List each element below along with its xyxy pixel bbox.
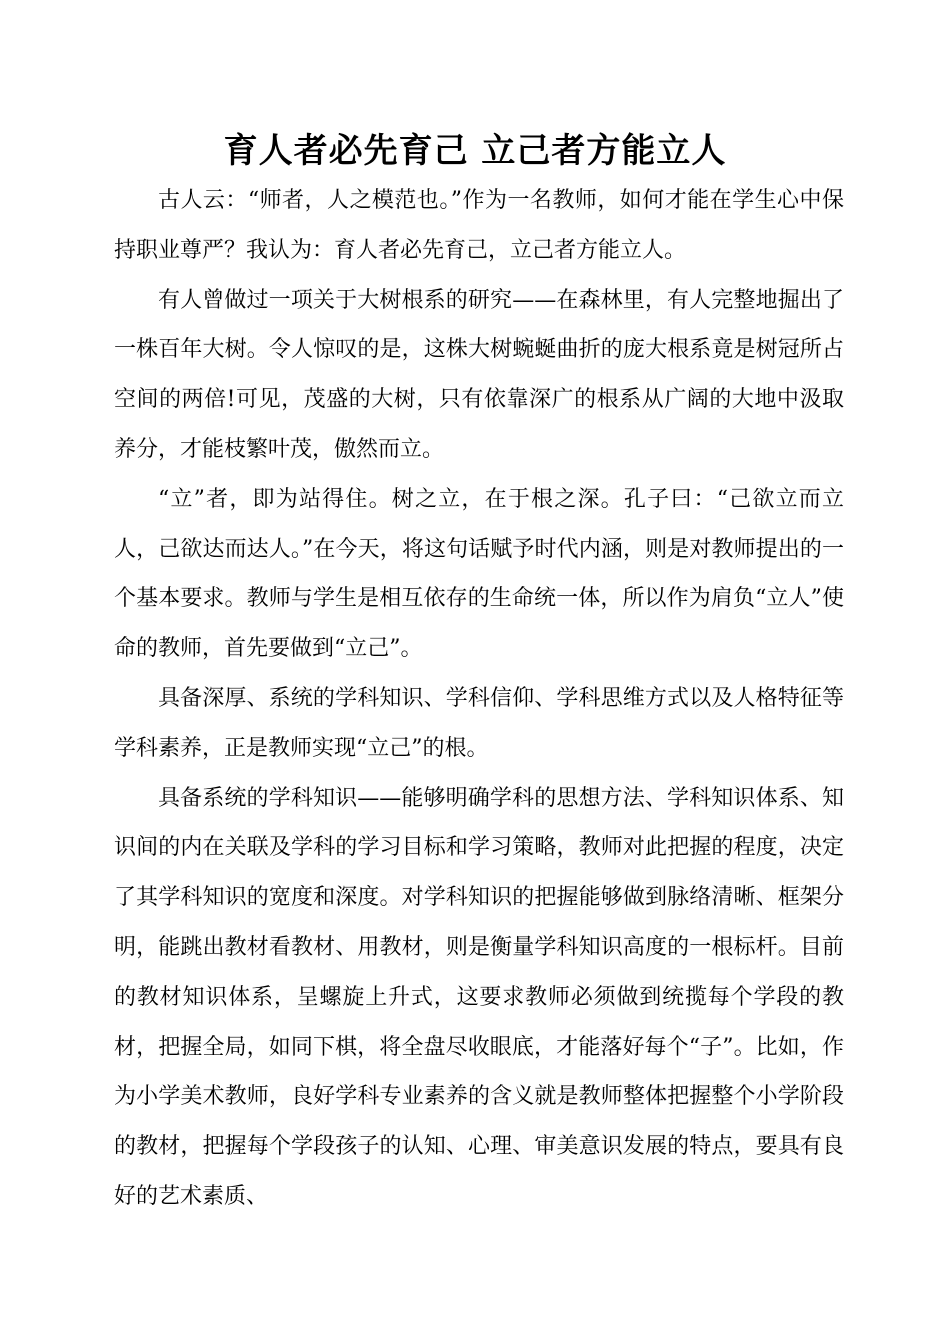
paragraph-4: 具备深厚、系统的学科知识、学科信仰、学科思维方式以及人格特征等学科素养，正是教师实现“立己”的根。 <box>114 685 844 761</box>
paragraph-5: 具备系统的学科知识——能够明确学科的思想方法、学科知识体系、知识间的内在关联及学科的学习目标和学习策略，教师对此把握的程度，决定了其学科知识的宽度和深度。对学科知识的把握能够做到脉络清晰、框架分明，能跳出教材看教材、用教材，则是衡量学科知识高度的一根标杆。目前的教材知识体系，呈螺旋上升式，这要求教师必须做到统揽每个学段的教材，把握全局，如同下棋，将全盘尽收眼底，才能落好每个“子”。比如，作为小学美术教师，良好学科专业素养的含义就是教师整体把握整个小学阶段的教材，把握每个学段孩子的认知、心理、审美意识发展的特点，要具有良好的艺术素质、 <box>114 785 844 1209</box>
paragraph-3: “立”者，即为站得住。树之立，在于根之深。孔子曰：“己欲立而立人，己欲达而达人。”在今天，将这句话赋予时代内涵，则是对教师提出的一个基本要求。教师与学生是相互依存的生命统一体，所以作为肩负“立人”使命的教师，首先要做到“立己”。 <box>114 486 844 662</box>
paragraph-2: 有人曾做过一项关于大树根系的研究——在森林里，有人完整地掘出了一株百年大树。令人惊叹的是，这株大树蜿蜒曲折的庞大根系竟是树冠所占空间的两倍!可见，茂盛的大树，只有依靠深广的根系从广阔的大地中汲取养分，才能枝繁叶茂，傲然而立。 <box>114 287 844 462</box>
paragraph-1: 古人云：“师者，人之模范也。”作为一名教师，如何才能在学生心中保持职业尊严？我认为：育人者必先育己，立己者方能立人。 <box>114 188 844 263</box>
document-title: 育人者必先育己 立己者方能立人 <box>223 131 727 171</box>
document-body <box>114 176 844 1222</box>
